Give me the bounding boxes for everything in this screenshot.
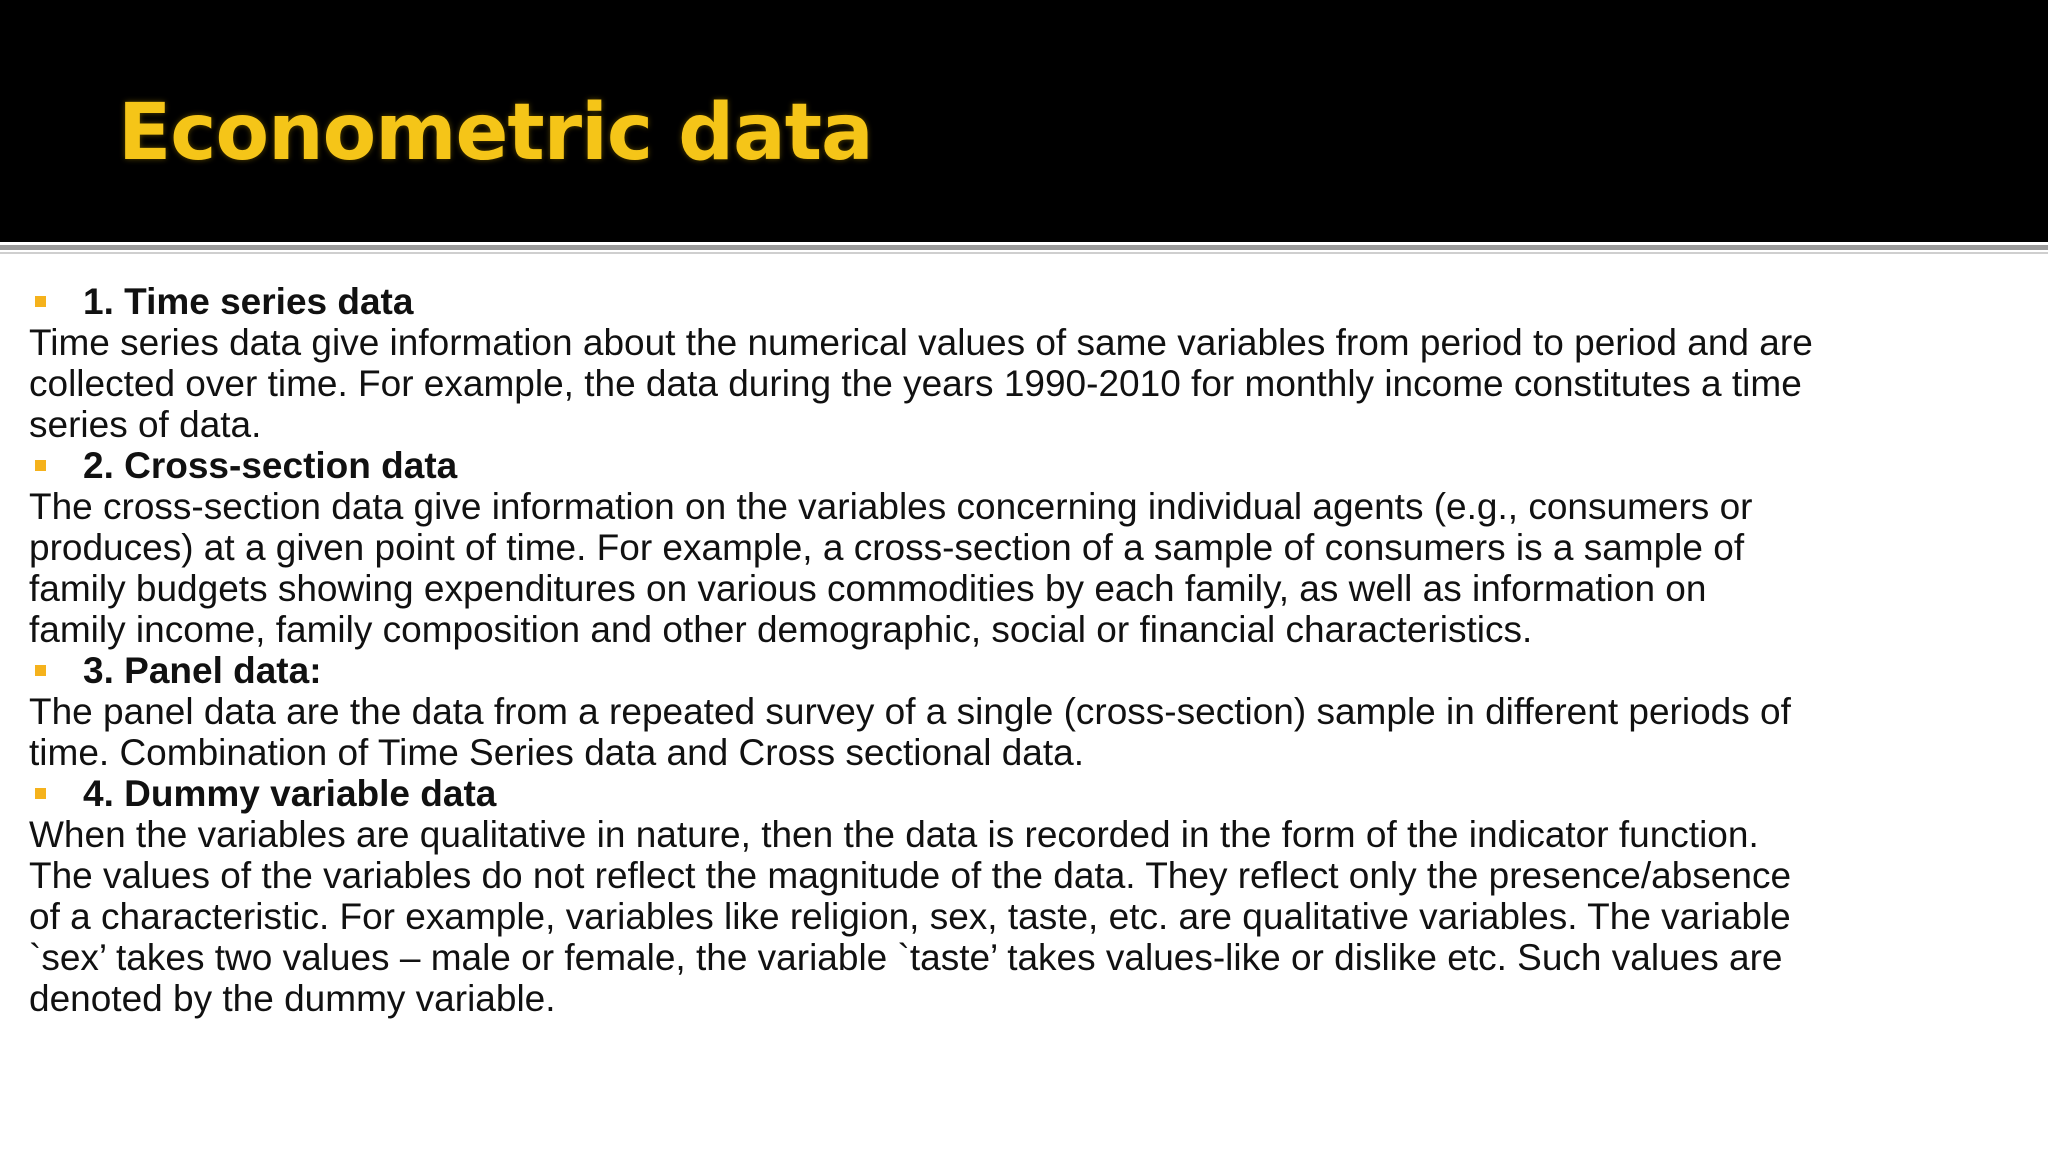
section-dummy-variable [29,773,2019,1019]
title-bar [0,0,2048,242]
body-line: The values of the variables do not reflect the magnitude of the data. They reflect only the presence/absence [29,855,1792,896]
body-line: The cross-section data give information on the variables concerning individual agents (e.g., consumers or [29,486,1753,527]
section-cross-section [29,445,2019,650]
body-line: produces) at a given point of time. For example, a cross-section of a sample of consumers is a sample of [29,527,1745,568]
body-line: of a characteristic. For example, variables like religion, sex, taste, etc. are qualitative variables. The variable [29,896,1791,937]
section-time-series [29,281,2019,445]
square-bullet-icon [35,296,46,307]
body-line: When the variables are qualitative in nature, then the data is recorded in the form of the indicator function. [29,814,1759,855]
section-panel [29,650,2019,773]
section-heading [29,281,2019,322]
square-bullet-icon [35,788,46,799]
slide-body [29,281,2019,1019]
body-line: collected over time. For example, the data during the years 1990-2010 for monthly income constitutes a time [29,363,1802,404]
body-line: family budgets showing expenditures on various commodities by each family, as well as information on [29,568,1707,609]
section-heading [29,445,2019,486]
section-heading-text: 4. Dummy variable data [83,773,497,814]
body-line: time. Combination of Time Series data and Cross sectional data. [29,732,1085,773]
section-heading-text: 3. Panel data: [83,650,322,691]
body-line: Time series data give information about the numerical values of same variables from period to period and are [29,322,1813,363]
body-line: The panel data are the data from a repeated survey of a single (cross-section) sample in different periods of [29,691,1791,732]
section-heading-text: 2. Cross-section data [83,445,458,486]
section-heading-text: 1. Time series data [83,281,414,322]
title-divider-thin [0,252,2048,254]
body-line: series of data. [29,404,262,445]
square-bullet-icon [35,665,46,676]
title-divider [0,245,2048,250]
body-line: `sex’ takes two values – male or female, the variable `taste’ takes values-like or dislike etc. Such values are [29,937,1783,978]
body-line: denoted by the dummy variable. [29,978,556,1019]
square-bullet-icon [35,460,46,471]
section-heading [29,650,2019,691]
slide-title: Econometric data [118,88,873,178]
section-heading [29,773,2019,814]
body-line: family income, family composition and other demographic, social or financial characteristics. [29,609,1533,650]
